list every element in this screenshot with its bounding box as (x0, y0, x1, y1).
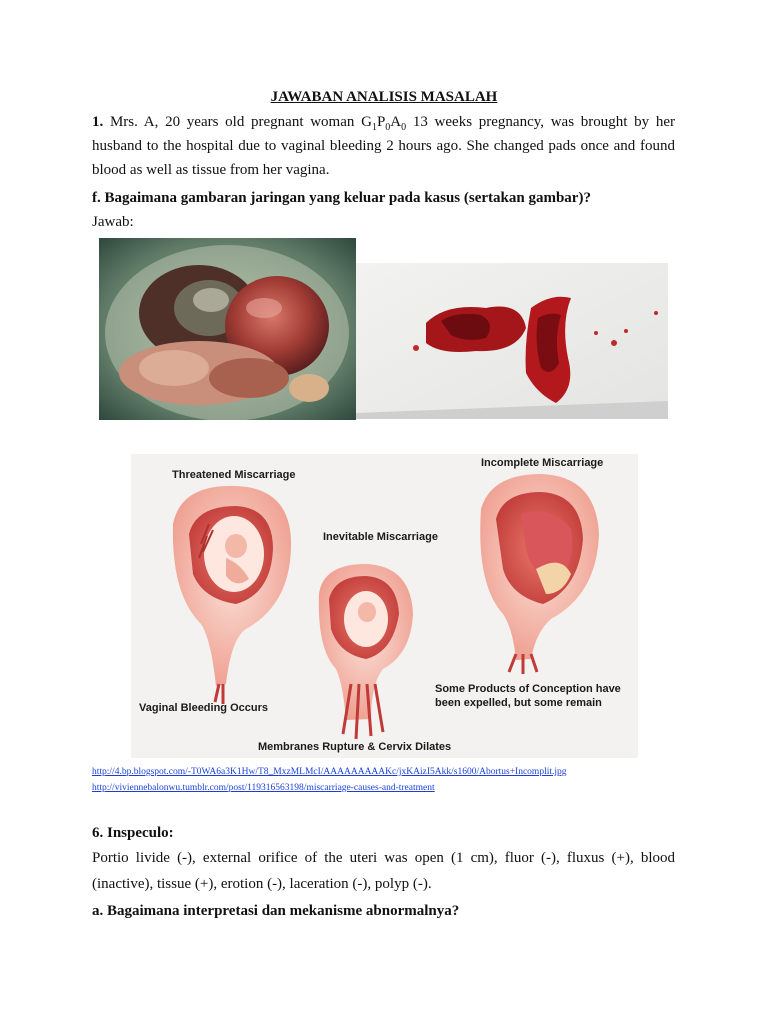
section-6-text: Portio livide (-), external orifice of the uteri was open (1 cm), fluor (-), fluxus (+), blood (inactive), tissue (+), erotion (-), laceration (-), polyp (-). (92, 850, 675, 892)
page-title: JAWABAN ANALISIS MASALAH (270, 89, 498, 105)
case-text-end: 13 weeks pregnancy, was brought by her husband to the hospital due to vaginal bleeding 2 hours ago. She changed pads once and found blood as well as tissue from her vagina. (92, 114, 676, 178)
gravida-sub: 1 (371, 122, 377, 133)
answer-label: Jawab: (92, 214, 134, 230)
miscarriage-diagram (131, 454, 638, 758)
source-link-2[interactable]: http://viviennebalonwu.tumblr.com/post/119316563198/miscarriage-causes-and-treatment (92, 783, 435, 793)
case-paragraph (92, 110, 675, 182)
case-text-start: Mrs. A, 20 years old pregnant woman G (109, 114, 372, 130)
abortus-letter: A (390, 114, 402, 130)
case-number: 1. (92, 114, 104, 130)
tissue-photo-2 (356, 263, 668, 419)
tissue-photo-1 (99, 238, 356, 420)
label-inevitable: Inevitable Miscarriage (323, 531, 438, 543)
label-products-line1: Some Products of Conception have (435, 683, 621, 695)
source-link-1[interactable]: http://4.bp.blogspot.com/-T0WA6a3K1Hw/T8_MxzMLMcI/AAAAAAAAAKc/jxKAizI5Akk/s1600/Abortus+Incomplit.jpg (92, 767, 567, 777)
label-products-line2: been expelled, but some remain (435, 697, 602, 709)
abortus-sub: 0 (401, 122, 407, 133)
para-sub: 0 (385, 122, 391, 133)
label-incomplete: Incomplete Miscarriage (481, 457, 604, 469)
label-threatened: Threatened Miscarriage (172, 469, 296, 481)
para-letter: P (376, 114, 386, 130)
section-6-title: 6. Inspeculo: (92, 825, 174, 841)
question-a: a. Bagaimana interpretasi dan mekanisme abnormalnya? (92, 903, 460, 919)
label-bleeding: Vaginal Bleeding Occurs (139, 702, 268, 714)
question-f: f. Bagaimana gambaran jaringan yang keluar pada kasus (sertakan gambar)? (92, 190, 591, 206)
label-membranes: Membranes Rupture & Cervix Dilates (258, 741, 452, 753)
